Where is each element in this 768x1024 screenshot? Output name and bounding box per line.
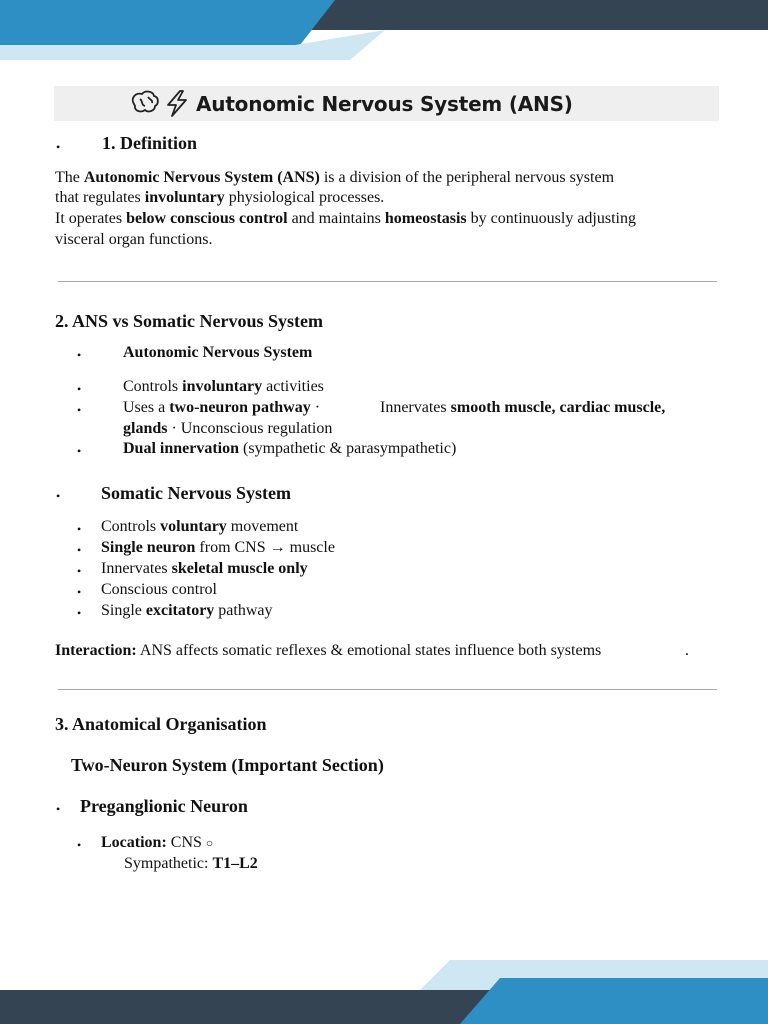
definition-line-2: that regulates involuntary physiological processes. <box>55 189 385 206</box>
bullet: • <box>77 348 82 362</box>
anatomy-heading: 3. Anatomical Organisation <box>55 714 267 734</box>
sns-item-4: Conscious control <box>101 581 217 598</box>
definition-line-1: The Autonomic Nervous System (ANS) is a division of the peripheral nervous system <box>55 169 615 186</box>
sns-item-1: Controls voluntary movement <box>101 518 299 535</box>
interaction-note: Interaction: ANS affects somatic reflexes & emotional states influence both systems <box>55 642 602 659</box>
bullet: • <box>77 543 82 557</box>
definition-line-3: It operates below conscious control and maintains homeostasis by continuously adjusting <box>55 210 636 227</box>
divider <box>58 281 717 282</box>
anatomy-subheading: Two-Neuron System (Important Section) <box>71 755 384 775</box>
bullet: • <box>77 522 82 536</box>
bullet: • <box>77 444 82 458</box>
ans-item-2-cont: Innervates smooth muscle, cardiac muscle, <box>380 399 666 416</box>
definition-heading: 1. Definition <box>102 133 198 153</box>
bullet: • <box>77 838 82 852</box>
ans-item-1: Controls involuntary activities <box>123 378 324 395</box>
interaction-period: . <box>685 642 689 659</box>
sns-item-5: Single excitatory pathway <box>101 602 273 619</box>
footer-decoration <box>0 960 768 1024</box>
definition-line-4: visceral organ functions. <box>55 231 213 248</box>
bullet: • <box>77 606 82 620</box>
brain-icon <box>133 92 158 112</box>
lightning-icon <box>168 91 186 116</box>
header-decoration <box>0 0 768 62</box>
bullet: • <box>77 585 82 599</box>
preganglionic-heading: Preganglionic Neuron <box>80 796 248 816</box>
bullet: • <box>77 564 82 578</box>
bullet: • <box>56 802 61 816</box>
ans-subheading: Autonomic Nervous System <box>123 344 313 361</box>
ans-item-2-line-2: glands · Unconscious regulation <box>123 420 333 437</box>
sns-subheading: Somatic Nervous System <box>101 483 291 503</box>
bullet: • <box>56 489 61 503</box>
sns-item-2: Single neuron from CNS → muscle <box>101 539 335 556</box>
title-icons <box>128 88 196 118</box>
bullet: • <box>56 140 61 154</box>
page-title: Autonomic Nervous System (ANS) <box>196 92 573 116</box>
ans-item-2: Uses a two-neuron pathway · <box>123 399 321 416</box>
bullet: • <box>77 382 82 396</box>
divider <box>58 689 717 690</box>
bullet: • <box>77 403 82 417</box>
ans-item-3: Dual innervation (sympathetic & parasympathetic) <box>123 440 457 457</box>
sns-item-3: Innervates skeletal muscle only <box>101 560 308 577</box>
sympathetic-item: Sympathetic: T1–L2 <box>124 855 258 872</box>
compare-heading: 2. ANS vs Somatic Nervous System <box>55 311 323 331</box>
location-item: Location: CNS ○ <box>101 834 214 851</box>
